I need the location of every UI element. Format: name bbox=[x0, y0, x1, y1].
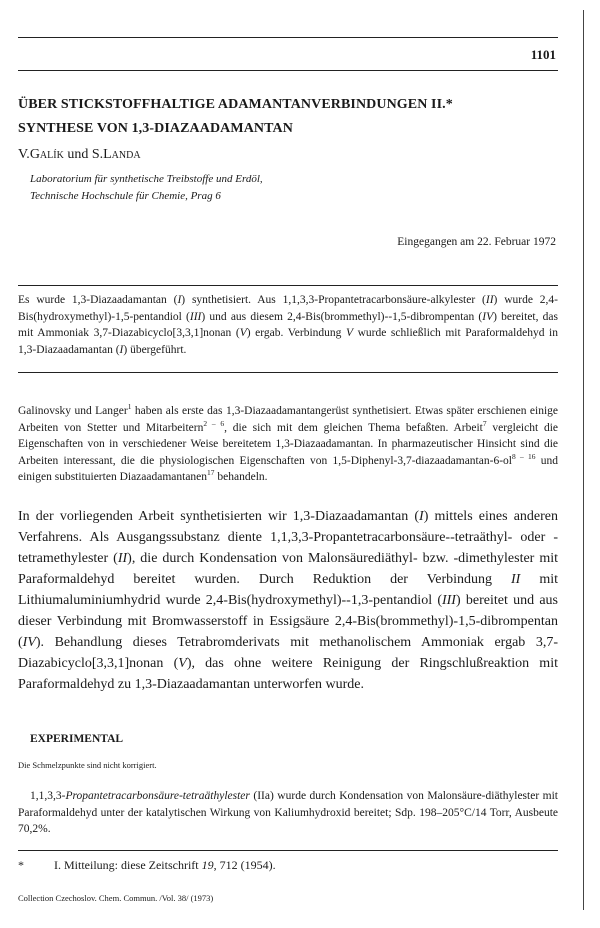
journal-footer: Collection Czechoslov. Chem. Commun. /Vol. 38/ (1973) bbox=[18, 893, 214, 903]
experimental-paragraph: 1,1,3,3-Propantetracarbonsäure-tetraäthylester (IIa) wurde durch Kondensation von Malonsäure-diäthylester mit Paraformaldehyd unter der katalytischen Wirkung von Kaliumhydroxid bereitet; Sdp. 198–205°C/14 Torr, Ausbeute 70,2%. bbox=[18, 790, 558, 835]
affiliation-line-1: Laboratorium für synthetische Treibstoffe und Erdöl, bbox=[30, 173, 263, 185]
footnote-rule bbox=[18, 850, 558, 851]
reference: 1 bbox=[127, 402, 132, 412]
abstract: Es wurde 1,3-Diazaadamantan (I) synthetisiert. Aus 1,1,3,3-Propantetracarbonsäure-alkylester (II) wurde 2,4-Bis(hydroxymethyl)-1,5-pentandiol (III) und aus diesem 2,4-Bis(brommethyl)--1,5-dibrompentan (IV) bereitet, das mit Ammoniak 3,7-Diazabicyclo[3,3,1]nonan (V) ergab. Verbindung V wurde schließlich mit Paraformaldehyd in 1,3-Diazaadamantan (I) übergeführt. bbox=[18, 294, 559, 356]
header-rule bbox=[18, 70, 558, 71]
introduction-paragraph: Galinovsky und Langer$^1$ haben als erste das 1,3-Diazaadamantangerüst synthetisiert. Etwas später erschienen einige Arbeiten von Stetter und Mitarbeitern$^{2 - 6}$, die sich mit dem gleichen Thema befaßten. Arbeit$^7$ vergleicht die Eigenschaften von in verschiedener Weise bereitetem 1,3-Diazaadamantan. In pharmazeutischer Hinsicht sind die Arbeiten interessant, die die physiologischen Eigenschaften von $1,5-Diphenyl-3,7-diazaadamantan-6-ol^{8 - 16}$ und einigen substituierten Diazaadamantanen$^{17}$ behandeln. bbox=[18, 402, 559, 483]
authors bbox=[18, 147, 141, 163]
scan-edge-line bbox=[583, 10, 584, 910]
author1-initial: V. bbox=[18, 147, 30, 162]
footnote-mark: * bbox=[18, 858, 24, 872]
received-date: Eingegangen am 22. Februar 1972 bbox=[397, 236, 556, 248]
top-rule bbox=[18, 37, 558, 38]
author2-name: Landa bbox=[103, 147, 141, 162]
abstract-bottom-rule bbox=[18, 372, 558, 373]
abstract-top-rule bbox=[18, 285, 558, 286]
main-paragraph: In der vorliegenden Arbeit synthetisierten wir 1,3-Diazaadamantan (I) mittels eines anderen Verfahrens. Als Ausgangssubstanz diente 1,1,3,3-Propantetracarbonsäure--tetraäthyl- oder -tetramethylester (II), die durch Kondensation von Malonsäurediäthyl- bzw. -dimethylester mit Paraformaldehyd bereitet wurden. Durch Reduktion der Verbindung II mit Lithiumaluminiumhydrid wurde 2,4-Bis(hydroxymethyl)--1,3-pentandiol (III) bereitet und aus dieser Verbindung mit Bromwasserstoff in Essigsäure 2,4-Bis(brommethyl)-1,5-dibrompentan (IV). Behandlung dieses Tetrabromderivats mit methanolischem Ammoniak ergab 3,7-Diazabicyclo[3,3,1]nonan (V), das ohne weitere Reinigung der Ringschlußreaktion mit Paraformaldehyd zu 1,3-Diazaadamantan unterworfen wurde. bbox=[18, 509, 559, 692]
reference: 7 bbox=[482, 418, 487, 428]
affiliation bbox=[30, 171, 263, 205]
author-connector: und bbox=[63, 147, 92, 162]
title-line-1: ÜBER STICKSTOFFHALTIGE ADAMANTANVERBINDUNGEN II.* bbox=[18, 97, 453, 112]
author2-initial: S. bbox=[91, 147, 104, 162]
experimental-heading: EXPERIMENTAL bbox=[30, 733, 124, 745]
author1-name: Galík bbox=[29, 147, 64, 162]
experimental-note: Die Schmelzpunkte sind nicht korrigiert. bbox=[18, 760, 157, 770]
page-number: 1101 bbox=[530, 47, 556, 62]
reference: 17 bbox=[207, 468, 215, 478]
article-title bbox=[18, 93, 453, 141]
affiliation-line-2: Technische Hochschule für Chemie, Prag 6 bbox=[30, 190, 221, 202]
title-line-2: SYNTHESE VON 1,3-DIAZAADAMANTAN bbox=[18, 121, 293, 136]
footnote: * I. Mitteilung: diese Zeitschrift 19, 712 (1954). bbox=[18, 858, 276, 872]
reference: 8 – 16 bbox=[511, 451, 536, 461]
reference: 2 – 6 bbox=[203, 418, 225, 428]
